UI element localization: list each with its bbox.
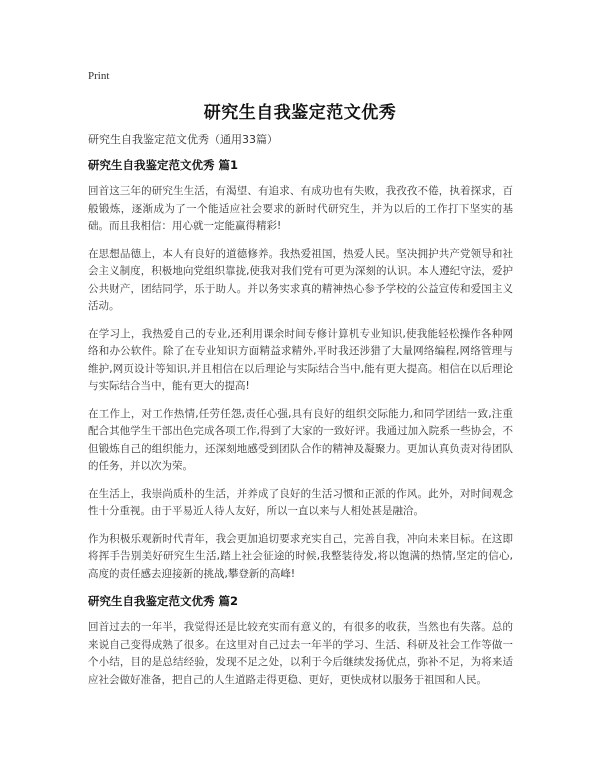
document-body [88,157,513,699]
paragraph: 在工作上，对工作热情,任劳任怨,责任心强,具有良好的组织交际能力,和同学团结一致,注重配合其他学生干部出色完成各项工作,得到了大家的一致好评。我通过加入院系一些协会，不但锻炼自己的组织能力，还深刻地感受到团队合作的精神及凝聚力。更加认真负责对待团队的任务，并以次为荣。 [88,407,513,472]
paragraph: 在思想品德上，本人有良好的道德修养。我热爱祖国，热爱人民。坚决拥护共产党领导和社会主义制度，积极地向党组织靠拢,使我对我们党有可更为深刻的认识。本人遵纪守法，爱护公共财产，团结同学，乐于助人。并以务实求真的精神热心参予学校的公益宣传和爱国主义活动。 [88,247,513,312]
paragraph: 回首过去的一年半，我觉得还是比较充实而有意义的，有很多的收获，当然也有失落。总的来说自己变得成熟了很多。在这里对自己过去一年半的学习、生活、科研及社会工作等做一个小结，目的是总结经验，发现不足之处，以利于今后继续发扬优点，弥补不足，为将来适应社会做好准备，把自己的人生道路走得更稳、更好，更快成材以服务于祖国和人民。 [88,621,513,686]
page-title: 研究生自我鉴定范文优秀 [203,103,397,123]
paragraph: 在学习上，我热爱自己的专业,还利用课余时间专修计算机专业知识,使我能轻松操作各种网络和办公软件。除了在专业知识方面精益求精外,平时我还涉猎了大量网络编程,网络管理与维护,网页设计等知识,并且相信在以后理论与实际结合当中,能有更大提高。相信在以后理论与实际结合当中，能有更大的提高! [88,327,513,392]
paragraph: 在生活上，我崇尚质朴的生活，并养成了良好的生活习惯和正派的作风。此外，对时间观念性十分重视。由于平易近人待人友好，所以一直以来与人相处甚是融洽。 [88,487,513,517]
section-heading-2: 研究生自我鉴定范文优秀 篇2 [88,594,239,608]
paragraph: 作为积极乐观新时代青年，我会更加追切要求充实自己，完善自我，冲向未来目标。在这即将挥手告别美好研究生生活,踏上社会征途的时候,我整装待发,将以饱满的热情,坚定的信心,高度的责任感去迎接新的挑战,攀登新的高峰! [88,532,513,580]
section-heading-1: 研究生自我鉴定范文优秀 篇1 [88,158,239,172]
print-label[interactable]: Print [88,70,110,82]
document-subtitle: 研究生自我鉴定范文优秀（通用33篇） [88,133,278,146]
paragraph: 回首这三年的研究生生活，有渴望、有追求、有成功也有失败，我孜孜不倦，执着探求，百般锻炼，逐渐成为了一个能适应社会要求的新时代研究生，并为以后的工作打下坚实的基础。而且我相信：用心就一定能赢得精彩! [88,185,513,232]
